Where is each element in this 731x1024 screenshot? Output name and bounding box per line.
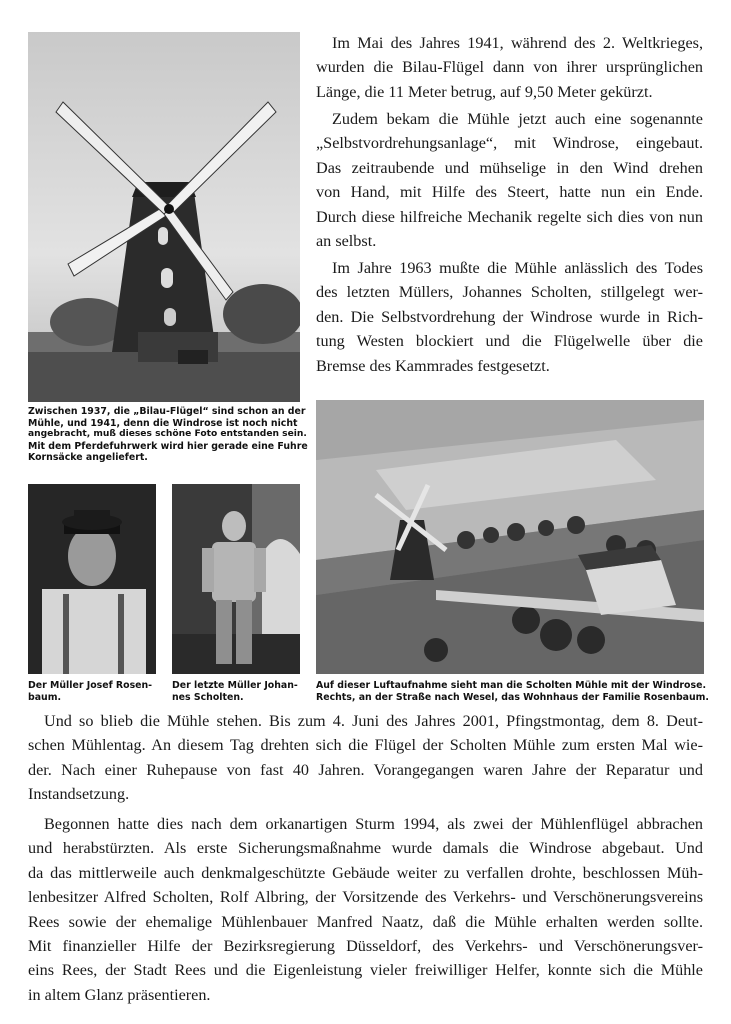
aerial-photo	[316, 400, 704, 674]
paragraph-windrose-installation: Zudem bekam die Mühle jetzt auch eine sogenannte „Selbstvordrehungsanlage“, mit Windrose, eingebaut. Das zeitraubende und mühselige in den Wind drehen von Hand, mit Hilfe des Steert, hatte nun ein Ende. Durch diese hilfreiche Mechanik regelte sich dies von nun an selbst.	[316, 110, 703, 251]
rosenbaum-portrait-photo	[28, 484, 156, 674]
rosenbaum-photo-caption: Der Müller Josef Rosen- baum.	[28, 680, 153, 703]
paragraph-1963-shutdown: Im Jahre 1963 mußte die Mühle anlässlich des Todes des letzten Müllers, Johannes Scholten, stillgelegt wer- den. Die Selbstvordrehung der Windrose wurde in Rich- tung Westen blockiert und die Flügelwelle über die Bremse des Kammrades festgesetzt.	[316, 259, 703, 375]
scholten-photo-caption: Der letzte Müller Johan- nes Scholten.	[172, 680, 298, 703]
windmill-photo	[28, 32, 300, 402]
paragraph-1941-wing-shortening: Im Mai des Jahres 1941, während des 2. Weltkrieges, wurden die Bilau-Flügel dann von ihrer ursprünglichen Länge, die 11 Meter betrug, auf 9,50 Meter gekürzt.	[316, 34, 703, 101]
windmill-photo-caption: Zwischen 1937, die „Bilau-Flügel“ sind schon an der Mühle, und 1941, denn die Windrose ist noch nicht angebracht, muß dieses schöne Foto entstanden sein. Mit dem Pferdefuhrwerk wird hier gerade eine Fuhre Kornsäcke angeliefert.	[28, 406, 308, 464]
scholten-portrait-photo	[172, 484, 300, 674]
aerial-photo-caption: Auf dieser Luftaufnahme sieht man die Scholten Mühle mit der Windrose. Rechts, an der Straße nach Wesel, das Wohnhaus der Familie Rosenbaum.	[316, 680, 709, 703]
paragraph-restoration: Begonnen hatte dies nach dem orkanartigen Sturm 1994, als zwei der Mühlenflügel abbrachen und herabstürzten. Als erste Sicherungsmaßnahme wurde damals die Windrose abgebaut. Und da das mittlerweile auch denkmalgeschützte Gebäude weiter zu verfallen drohte, beschlossen Müh- lenbesitzer Alfred Scholten, Rolf Albring, der Vorsitzende des Verkehrs- und Verschönerungsvereins Rees sowie der ehemalige Mühlenbauer Manfred Naatz, daß die Mühle erhalten werden sollte. Mit finanzieller Hilfe der Bezirksregierung Düsseldorf, des Verkehrs- und Verschönerungsver- eins Rees, der Stadt Rees und die Eigenleistung vieler freiwilliger Helfer, konnte sich die Mühle in altem Glanz präsentieren.	[28, 815, 703, 1004]
paragraph-2001-restart: Und so blieb die Mühle stehen. Bis zum 4. Juni des Jahres 2001, Pfingstmontag, dem 8. Deut- schen Mühlentag. An diesem Tag drehten sich die Flügel der Scholten Mühle zum ersten Mal wie- der. Nach einer Ruhepause von fast 40 Jahren. Vorangegangen waren Jahre der Reparatur und Instandsetzung.	[28, 712, 703, 804]
